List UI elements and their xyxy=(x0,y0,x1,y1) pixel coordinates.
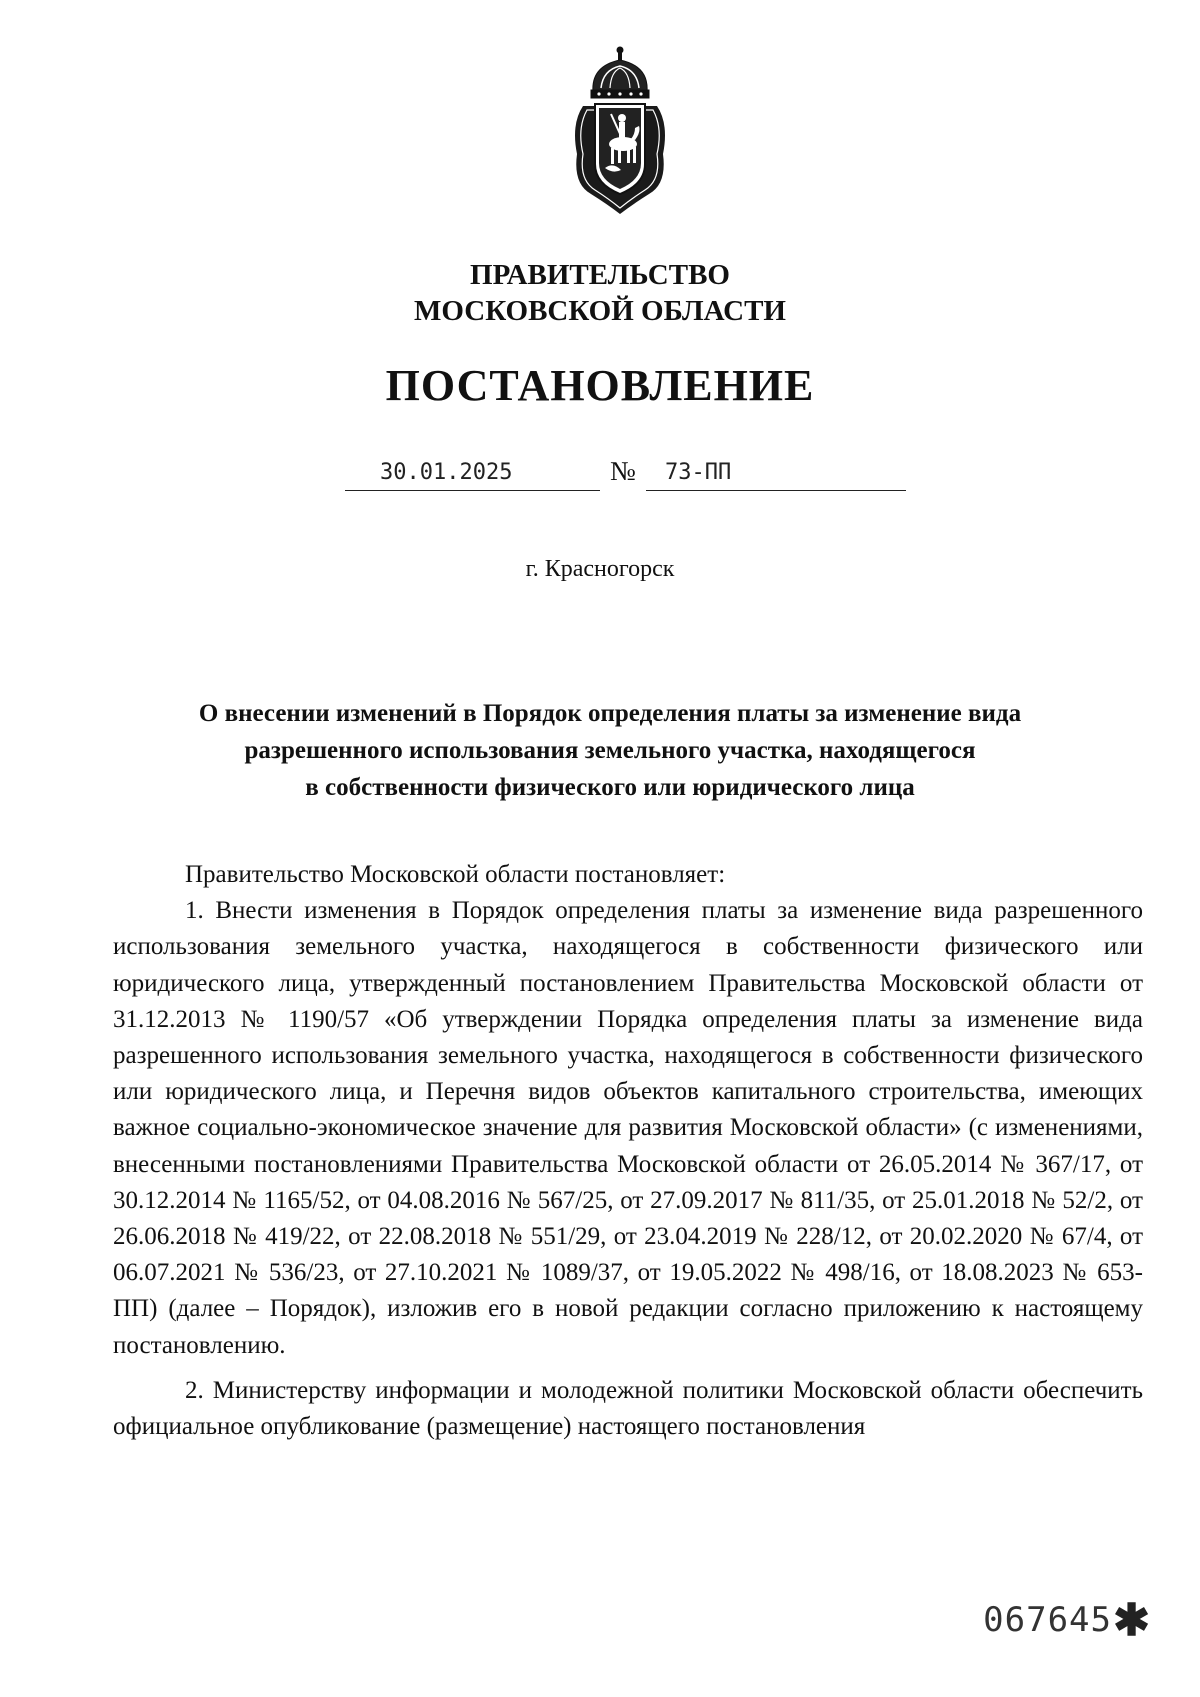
asterisk-icon: ✱ xyxy=(1113,1596,1150,1645)
document-number: 73-ПП xyxy=(665,460,732,485)
org-name-line2: МОСКОВСКОЙ ОБЛАСТИ xyxy=(413,295,786,327)
resolution-intro: Правительство Московской области постановляет: xyxy=(185,861,726,888)
subject-line3: в собственности физического или юридического лица xyxy=(305,774,915,801)
paragraph-2: 2. Министерству информации и молодежной политики Московской области обеспечить официальное опубликование (размещение) настоящего постановления xyxy=(113,1376,1143,1441)
city: г. Красногорск xyxy=(525,556,675,582)
subject-line2: разрешенного использования земельного участка, находящегося xyxy=(244,737,976,764)
date-underline xyxy=(345,490,600,491)
document-body xyxy=(113,857,1143,1445)
subject-line1: О внесении изменений в Порядок определения платы за изменение вида xyxy=(198,700,1022,727)
org-name-line1: ПРАВИТЕЛЬСТВО xyxy=(470,259,730,291)
number-sign: № xyxy=(610,456,636,486)
page-stamp-number: 067645 xyxy=(983,1600,1112,1640)
number-underline xyxy=(646,490,906,491)
document-type: ПОСТАНОВЛЕНИЕ xyxy=(385,361,815,410)
paragraph-1: 1. Внести изменения в Порядок определения платы за изменение вида разрешенного использования земельного участка, находящегося в собственности физического или юридического лица, утвержденный постановлением Правительства Московской области от 31.12.2013 № 1190/57 «Об утверждении Порядка определения платы за изменение вида разрешенного использования земельного участка, находящегося в собственности физического или юридического лица, и Перечня видов объектов капитального строительства, имеющих важное социально-экономическое значение для развития Московской области» (с изменениями, внесенными постановлениями Правительства Московской области от 26.05.2014 № 367/17, от 30.12.2014 № 1165/52, от 04.08.2016 № 567/25, от 27.09.2017 № 811/35, от 25.01.2018 № 52/2, от 26.06.2018 № 419/22, от 22.08.2018 № 551/29, от 23.04.2019 № 228/12, от 20.02.2020 № 67/4, от 06.07.2021 № 536/23, от 27.10.2021 № 1089/37, от 19.05.2022 № 498/16, от 18.08.2023 № 653-ПП) (далее – Порядок), изложив его в новой редакции согласно приложению к настоящему постановлению. xyxy=(113,897,1143,1359)
coat-of-arms-emblem xyxy=(563,44,677,216)
crown-icon xyxy=(591,47,649,98)
document-date: 30.01.2025 xyxy=(380,460,513,485)
document-subject xyxy=(130,695,1090,806)
